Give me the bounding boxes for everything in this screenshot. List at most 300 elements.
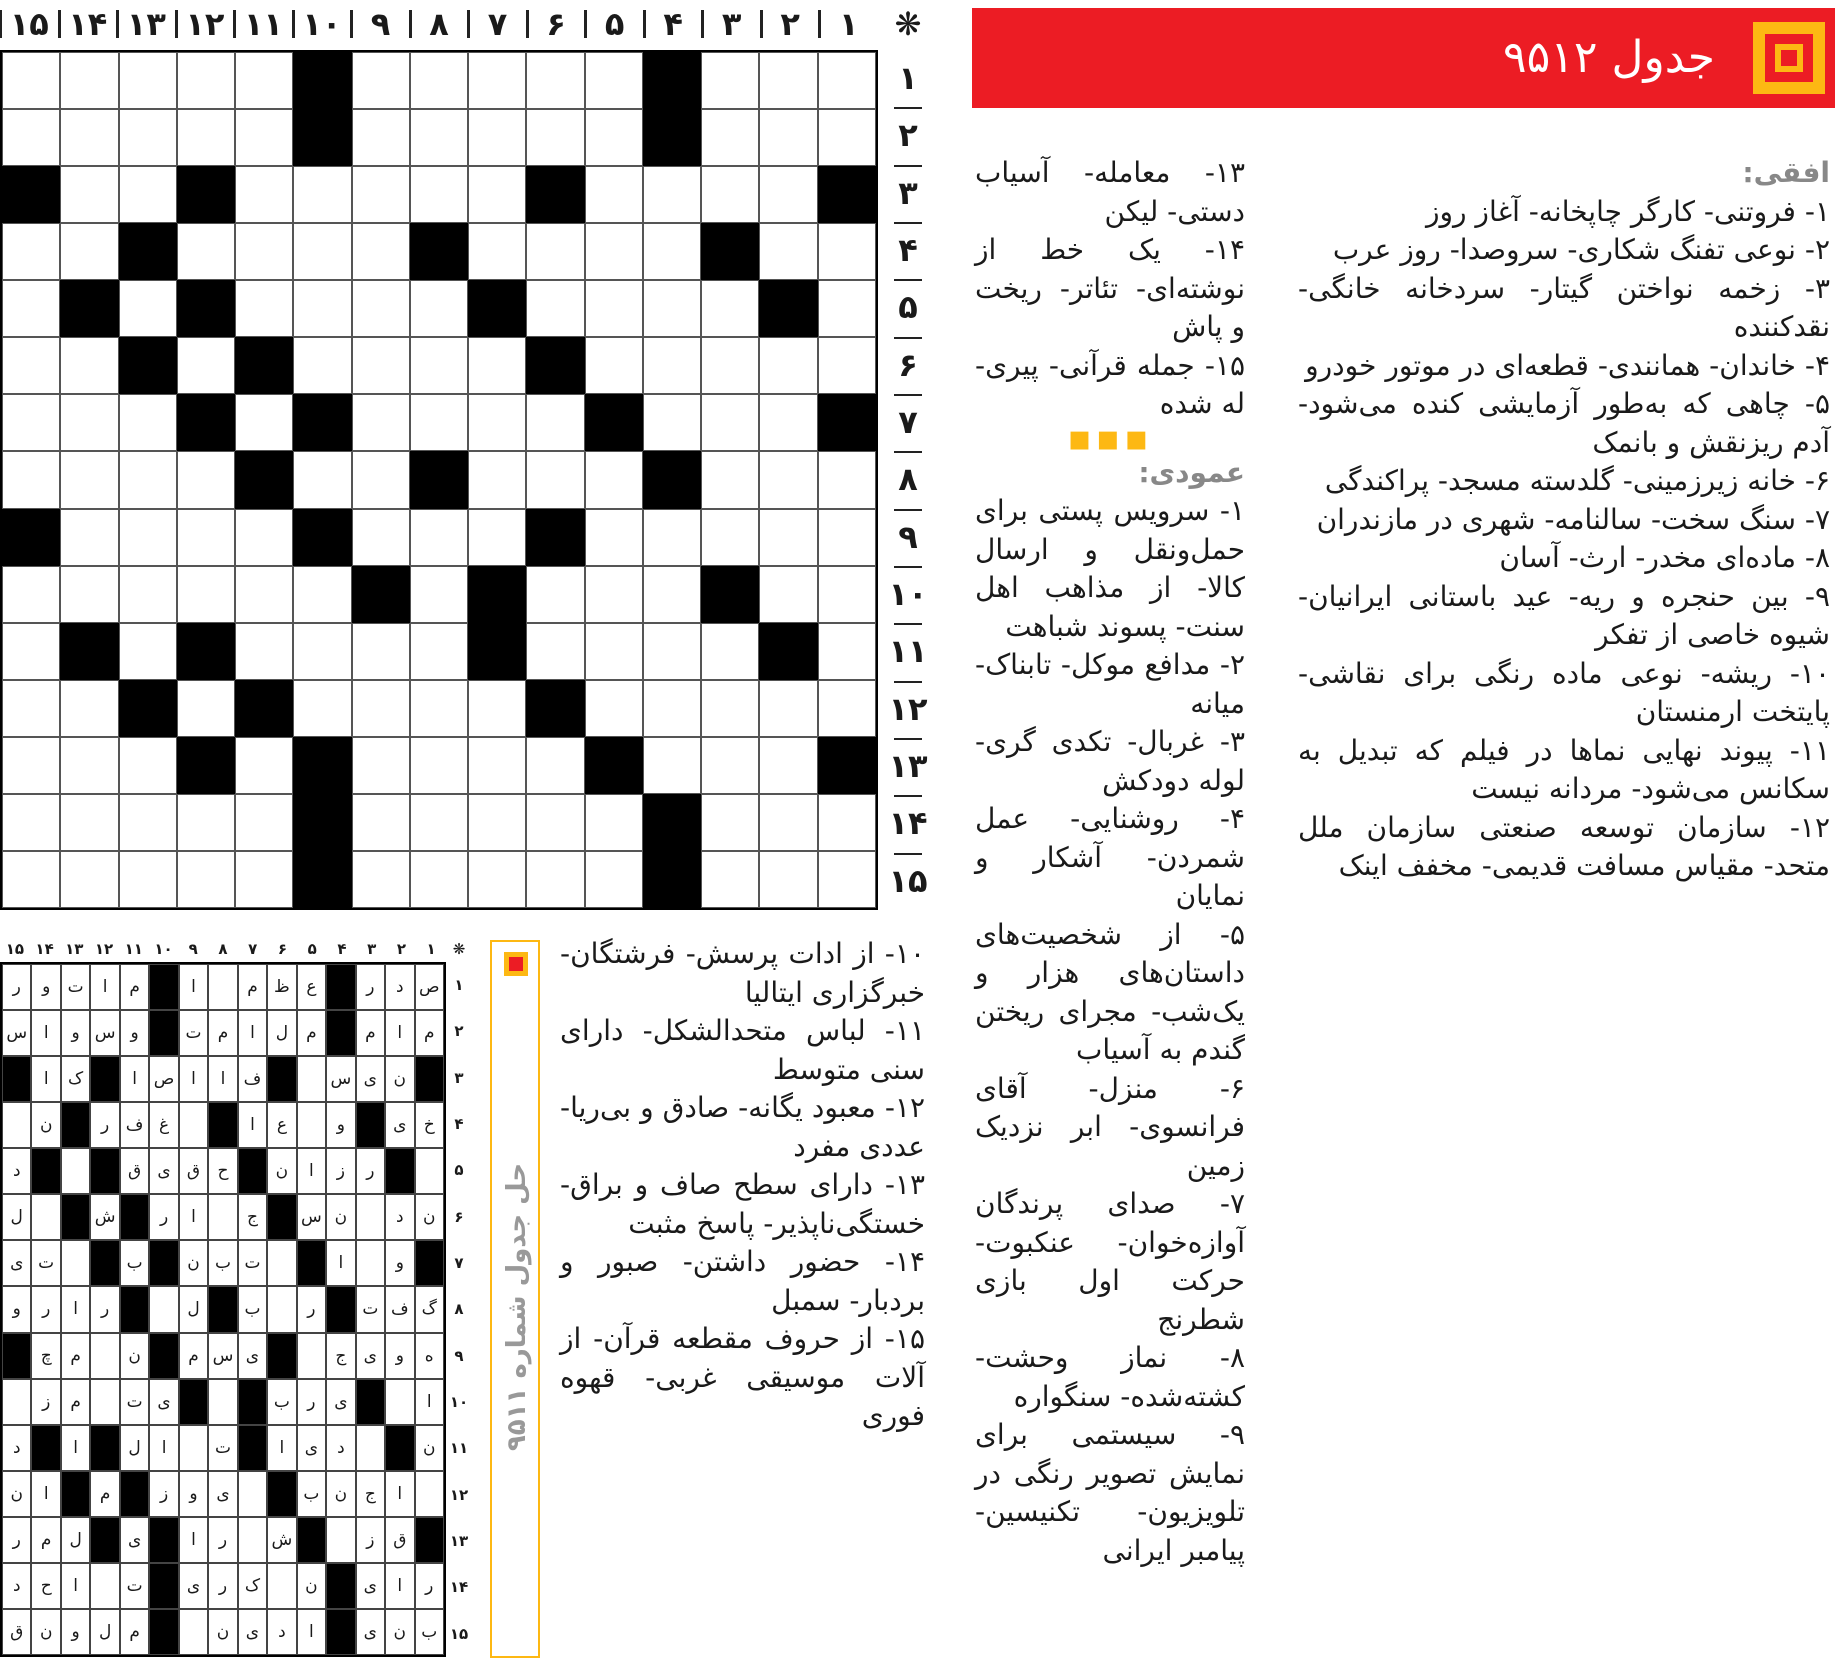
grid-cell[interactable]: [60, 566, 118, 623]
grid-cell[interactable]: [60, 109, 118, 166]
grid-cell[interactable]: [410, 851, 468, 908]
grid-cell[interactable]: [293, 566, 351, 623]
grid-cell[interactable]: [585, 680, 643, 737]
grid-cell[interactable]: [643, 680, 701, 737]
solution-cell: ف: [385, 1286, 414, 1332]
grid-cell[interactable]: [643, 509, 701, 566]
grid-cell[interactable]: [585, 280, 643, 337]
grid-cell[interactable]: [177, 166, 235, 223]
grid-cell[interactable]: [643, 337, 701, 394]
grid-cell[interactable]: [293, 166, 351, 223]
grid-cell[interactable]: [60, 337, 118, 394]
grid-cell[interactable]: [410, 394, 468, 451]
horizontal-clue: ۹- بین حنجره و ریه- عید باستانی ایرانیان- شیوه خاصی از تفکر: [1298, 579, 1830, 651]
grid-cell[interactable]: [352, 451, 410, 508]
solution-cell: [31, 1194, 60, 1240]
grid-cell[interactable]: [526, 52, 584, 109]
solution-column-number: ۳: [367, 940, 377, 958]
grid-cell[interactable]: [818, 109, 876, 166]
solution-cell: ز: [31, 1379, 60, 1425]
grid-cell[interactable]: [468, 337, 526, 394]
grid-cell[interactable]: [352, 280, 410, 337]
grid-cell[interactable]: [643, 623, 701, 680]
solution-cell: ا: [179, 964, 208, 1010]
grid-cell[interactable]: [526, 166, 584, 223]
grid-cell[interactable]: [352, 794, 410, 851]
grid-cell[interactable]: [410, 566, 468, 623]
solution-cell: ح: [31, 1563, 60, 1609]
grid-cell[interactable]: [293, 737, 351, 794]
grid-cell[interactable]: [352, 680, 410, 737]
solution-cell: و: [179, 1471, 208, 1517]
grid-cell[interactable]: [701, 623, 759, 680]
solution-cell: [326, 964, 355, 1010]
solution-cell: ش: [267, 1517, 296, 1563]
grid-cell[interactable]: [410, 223, 468, 280]
grid-cell[interactable]: [352, 337, 410, 394]
grid-cell[interactable]: [119, 737, 177, 794]
grid-cell[interactable]: [701, 280, 759, 337]
grid-cell[interactable]: [235, 337, 293, 394]
grid-cell[interactable]: [235, 451, 293, 508]
grid-cell[interactable]: [468, 509, 526, 566]
solution-column-number: ۱۲: [94, 940, 114, 958]
solution-cell: ی: [120, 1517, 149, 1563]
solution-cell: [149, 1286, 178, 1332]
solution-cell: [90, 1517, 119, 1563]
grid-cell[interactable]: [759, 394, 817, 451]
grid-cell[interactable]: [468, 566, 526, 623]
grid-cell[interactable]: [585, 851, 643, 908]
grid-cell[interactable]: [468, 109, 526, 166]
row-divider: [894, 165, 922, 167]
solution-row-number: ۱۲: [449, 1485, 469, 1504]
row-number: ۲: [898, 116, 918, 155]
grid-cell[interactable]: [818, 223, 876, 280]
grid-cell[interactable]: [119, 337, 177, 394]
grid-cell[interactable]: [293, 851, 351, 908]
grid-cell[interactable]: [759, 623, 817, 680]
solution-cell: م: [120, 964, 149, 1010]
grid-cell[interactable]: [643, 223, 701, 280]
grid-cell[interactable]: [818, 166, 876, 223]
grid-cell[interactable]: [701, 451, 759, 508]
grid-cell[interactable]: [526, 794, 584, 851]
grid-cell[interactable]: [701, 109, 759, 166]
solution-row-number: ۸: [454, 1300, 464, 1319]
grid-cell[interactable]: [2, 109, 60, 166]
vertical-clue: ۶- منزل- آقای فرانسوی- ابر نزدیک زمین: [975, 1071, 1245, 1182]
grid-cell[interactable]: [60, 166, 118, 223]
solution-cell: [267, 1471, 296, 1517]
grid-cell[interactable]: [410, 109, 468, 166]
column-number-header: [0, 2, 930, 46]
solution-cell: [149, 964, 178, 1010]
solution-cell: و: [385, 1240, 414, 1286]
grid-cell[interactable]: [352, 223, 410, 280]
grid-cell[interactable]: [643, 166, 701, 223]
grid-cell[interactable]: [352, 394, 410, 451]
grid-cell[interactable]: [2, 166, 60, 223]
grid-cell[interactable]: [701, 737, 759, 794]
grid-cell[interactable]: [119, 109, 177, 166]
grid-cell[interactable]: [468, 737, 526, 794]
grid-cell[interactable]: [293, 280, 351, 337]
grid-cell[interactable]: [759, 223, 817, 280]
solution-cell: ی: [238, 1333, 267, 1379]
solution-cell: [356, 1379, 385, 1425]
grid-cell[interactable]: [235, 394, 293, 451]
solution-cell: ج: [238, 1194, 267, 1240]
grid-cell[interactable]: [468, 680, 526, 737]
solution-cell: [238, 1517, 267, 1563]
solution-cell: [385, 1148, 414, 1194]
grid-cell[interactable]: [2, 566, 60, 623]
grid-cell[interactable]: [585, 509, 643, 566]
solution-cell: [297, 1102, 326, 1148]
grid-cell[interactable]: [818, 737, 876, 794]
grid-cell[interactable]: [526, 337, 584, 394]
solution-cell: [208, 964, 237, 1010]
grid-cell[interactable]: [119, 851, 177, 908]
grid-cell[interactable]: [410, 680, 468, 737]
row-divider: [894, 509, 922, 511]
solution-cell: م: [120, 1609, 149, 1655]
grid-cell[interactable]: [643, 851, 701, 908]
grid-cell[interactable]: [60, 680, 118, 737]
grid-cell[interactable]: [701, 794, 759, 851]
grid-cell[interactable]: [526, 394, 584, 451]
grid-cell[interactable]: [526, 737, 584, 794]
grid-cell[interactable]: [60, 509, 118, 566]
grid-cell[interactable]: [2, 223, 60, 280]
grid-cell[interactable]: [235, 52, 293, 109]
grid-cell[interactable]: [526, 451, 584, 508]
grid-cell[interactable]: [468, 52, 526, 109]
solution-cell: [267, 1240, 296, 1286]
grid-cell[interactable]: [759, 794, 817, 851]
grid-cell[interactable]: [759, 680, 817, 737]
grid-cell[interactable]: [701, 509, 759, 566]
grid-cell[interactable]: [293, 337, 351, 394]
grid-cell[interactable]: [177, 109, 235, 166]
grid-cell[interactable]: [177, 52, 235, 109]
grid-cell[interactable]: [585, 623, 643, 680]
column-number: ۱۵: [9, 5, 49, 43]
grid-cell[interactable]: [119, 680, 177, 737]
grid-cell[interactable]: [177, 280, 235, 337]
grid-cell[interactable]: [410, 52, 468, 109]
vertical-clue: ۱- سرویس پستی برای حمل‌ونقل و ارسال کالا- از مذاهب اهل سنت- پسوند شباهت: [975, 494, 1245, 643]
solution-cell: ل: [267, 1010, 296, 1056]
solution-cell: ی: [208, 1471, 237, 1517]
grid-cell[interactable]: [235, 623, 293, 680]
solution-cell: [120, 1471, 149, 1517]
grid-cell[interactable]: [352, 851, 410, 908]
grid-cell[interactable]: [60, 623, 118, 680]
grid-cell[interactable]: [235, 566, 293, 623]
grid-cell[interactable]: [60, 52, 118, 109]
solution-cell: ا: [208, 1056, 237, 1102]
grid-cell[interactable]: [585, 737, 643, 794]
grid-cell[interactable]: [352, 566, 410, 623]
grid-cell[interactable]: [759, 280, 817, 337]
grid-cell[interactable]: [410, 509, 468, 566]
grid-cell[interactable]: [585, 451, 643, 508]
grid-cell[interactable]: [526, 223, 584, 280]
grid-cell[interactable]: [526, 623, 584, 680]
grid-cell[interactable]: [585, 223, 643, 280]
grid-cell[interactable]: [410, 623, 468, 680]
grid-cell[interactable]: [177, 337, 235, 394]
grid-cell[interactable]: [759, 509, 817, 566]
solution-cell: ا: [31, 1471, 60, 1517]
grid-cell[interactable]: [293, 223, 351, 280]
grid-cell[interactable]: [410, 337, 468, 394]
grid-cell[interactable]: [410, 451, 468, 508]
grid-cell[interactable]: [119, 794, 177, 851]
grid-cell[interactable]: [293, 394, 351, 451]
column-divider: [0, 10, 2, 38]
grid-cell[interactable]: [468, 451, 526, 508]
solution-cell: ب: [267, 1379, 296, 1425]
grid-cell[interactable]: [119, 509, 177, 566]
grid-cell[interactable]: [643, 52, 701, 109]
grid-cell[interactable]: [235, 737, 293, 794]
grid-cell[interactable]: [60, 223, 118, 280]
grid-cell[interactable]: [526, 566, 584, 623]
grid-cell[interactable]: [60, 737, 118, 794]
row-divider: [894, 337, 922, 339]
grid-cell[interactable]: [2, 680, 60, 737]
grid-cell[interactable]: [2, 451, 60, 508]
grid-cell[interactable]: [643, 451, 701, 508]
solution-cell: [267, 1194, 296, 1240]
grid-cell[interactable]: [293, 794, 351, 851]
grid-cell[interactable]: [2, 280, 60, 337]
grid-cell[interactable]: [759, 337, 817, 394]
grid-cell[interactable]: [177, 680, 235, 737]
grid-cell[interactable]: [759, 52, 817, 109]
grid-cell[interactable]: [235, 280, 293, 337]
grid-cell[interactable]: [818, 337, 876, 394]
grid-cell[interactable]: [352, 737, 410, 794]
grid-cell[interactable]: [410, 280, 468, 337]
grid-cell[interactable]: [468, 280, 526, 337]
grid-cell[interactable]: [235, 851, 293, 908]
grid-cell[interactable]: [818, 623, 876, 680]
grid-cell[interactable]: [293, 109, 351, 166]
grid-cell[interactable]: [235, 109, 293, 166]
solution-cell: م: [61, 1333, 90, 1379]
grid-cell[interactable]: [2, 52, 60, 109]
grid-cell[interactable]: [701, 394, 759, 451]
crossword-grid[interactable]: [0, 50, 878, 910]
solution-cell: [238, 1471, 267, 1517]
column-number: ۱۱: [243, 5, 283, 43]
grid-cell[interactable]: [177, 566, 235, 623]
grid-cell[interactable]: [177, 623, 235, 680]
grid-cell[interactable]: [410, 794, 468, 851]
solution-cell: ن: [415, 1425, 444, 1471]
grid-cell[interactable]: [526, 109, 584, 166]
grid-cell[interactable]: [2, 794, 60, 851]
solution-cell: ر: [297, 1286, 326, 1332]
grid-cell[interactable]: [526, 851, 584, 908]
grid-cell[interactable]: [177, 394, 235, 451]
solution-cell: ر: [208, 1517, 237, 1563]
grid-cell[interactable]: [585, 166, 643, 223]
grid-cell[interactable]: [235, 794, 293, 851]
grid-cell[interactable]: [235, 509, 293, 566]
horizontal-clue: ۱۲- سازمان توسعه صنعتی سازمان ملل متحد- مقیاس مسافت قدیمی- مخفف اینک: [1298, 810, 1830, 882]
grid-cell[interactable]: [818, 851, 876, 908]
grid-cell[interactable]: [177, 794, 235, 851]
grid-cell[interactable]: [468, 623, 526, 680]
horizontal-clue: ۶- خانه زیرزمینی- گلدسته مسجد- پراکندگی: [1324, 464, 1830, 497]
grid-cell[interactable]: [759, 451, 817, 508]
grid-cell[interactable]: [60, 451, 118, 508]
grid-cell[interactable]: [701, 566, 759, 623]
grid-cell[interactable]: [2, 851, 60, 908]
grid-cell[interactable]: [818, 52, 876, 109]
row-number: ۱۲: [888, 689, 928, 728]
grid-cell[interactable]: [2, 623, 60, 680]
grid-cell[interactable]: [701, 223, 759, 280]
grid-cell[interactable]: [177, 509, 235, 566]
grid-cell[interactable]: [235, 680, 293, 737]
grid-cell[interactable]: [119, 394, 177, 451]
grid-cell[interactable]: [352, 166, 410, 223]
grid-cell[interactable]: [293, 680, 351, 737]
solution-cell: [61, 1102, 90, 1148]
grid-cell[interactable]: [526, 680, 584, 737]
vertical-clue: ۱۱- لباس متحدالشکل- دارای سنی متوسط: [560, 1014, 925, 1086]
grid-cell[interactable]: [60, 394, 118, 451]
solution-cell: ا: [120, 1056, 149, 1102]
grid-cell[interactable]: [643, 566, 701, 623]
solution-cell: ک: [61, 1056, 90, 1102]
solution-cell: [179, 1102, 208, 1148]
solution-cell: [326, 1609, 355, 1655]
grid-cell[interactable]: [526, 509, 584, 566]
grid-cell[interactable]: [759, 566, 817, 623]
solution-column-header: [0, 938, 470, 960]
grid-cell[interactable]: [177, 851, 235, 908]
grid-cell[interactable]: [293, 623, 351, 680]
grid-cell[interactable]: [585, 394, 643, 451]
grid-cell[interactable]: [352, 52, 410, 109]
grid-cell[interactable]: [293, 451, 351, 508]
grid-cell[interactable]: [585, 52, 643, 109]
grid-cell[interactable]: [468, 166, 526, 223]
solution-cell: ب: [238, 1286, 267, 1332]
grid-cell[interactable]: [177, 451, 235, 508]
grid-cell[interactable]: [701, 166, 759, 223]
grid-cell[interactable]: [410, 166, 468, 223]
solution-cell: [356, 1194, 385, 1240]
grid-cell[interactable]: [2, 337, 60, 394]
grid-cell[interactable]: [468, 223, 526, 280]
grid-cell[interactable]: [759, 737, 817, 794]
grid-cell[interactable]: [410, 737, 468, 794]
grid-cell[interactable]: [701, 851, 759, 908]
grid-cell[interactable]: [818, 680, 876, 737]
grid-cell[interactable]: [2, 509, 60, 566]
grid-cell[interactable]: [235, 166, 293, 223]
grid-cell[interactable]: [468, 794, 526, 851]
grid-cell[interactable]: [643, 737, 701, 794]
grid-cell[interactable]: [585, 794, 643, 851]
grid-cell[interactable]: [119, 223, 177, 280]
solution-cell: ف: [120, 1102, 149, 1148]
grid-cell[interactable]: [701, 52, 759, 109]
grid-cell[interactable]: [352, 509, 410, 566]
grid-cell[interactable]: [818, 509, 876, 566]
grid-cell[interactable]: [177, 223, 235, 280]
grid-cell[interactable]: [759, 109, 817, 166]
column-number: ۱۴: [68, 5, 108, 43]
grid-cell[interactable]: [177, 737, 235, 794]
grid-cell[interactable]: [2, 394, 60, 451]
grid-cell[interactable]: [352, 109, 410, 166]
grid-cell[interactable]: [235, 223, 293, 280]
grid-cell[interactable]: [643, 109, 701, 166]
solution-cell: [238, 1425, 267, 1471]
grid-cell[interactable]: [643, 794, 701, 851]
grid-cell[interactable]: [119, 52, 177, 109]
grid-cell[interactable]: [818, 566, 876, 623]
grid-cell[interactable]: [60, 851, 118, 908]
row-number: ۱۰: [888, 575, 928, 613]
grid-cell[interactable]: [759, 851, 817, 908]
grid-cell[interactable]: [585, 109, 643, 166]
grid-cell[interactable]: [643, 394, 701, 451]
grid-cell[interactable]: [818, 280, 876, 337]
grid-cell[interactable]: [119, 451, 177, 508]
column-number: ۵: [604, 5, 625, 43]
grid-cell[interactable]: [526, 280, 584, 337]
grid-cell[interactable]: [60, 280, 118, 337]
solution-cell: ا: [61, 1563, 90, 1609]
grid-cell[interactable]: [2, 737, 60, 794]
solution-cell: ن: [208, 1609, 237, 1655]
grid-cell[interactable]: [818, 794, 876, 851]
grid-cell[interactable]: [701, 337, 759, 394]
grid-cell[interactable]: [701, 680, 759, 737]
grid-cell[interactable]: [468, 851, 526, 908]
solution-cell: [297, 1517, 326, 1563]
solution-cell: [415, 1517, 444, 1563]
grid-cell[interactable]: [119, 566, 177, 623]
grid-cell[interactable]: [119, 166, 177, 223]
horizontal-clue: ۵- چاهی که به‌طور آزمایشی کنده می‌شود- آدم ریزنقش و بانمک: [1298, 387, 1830, 459]
grid-cell[interactable]: [293, 52, 351, 109]
grid-cell[interactable]: [468, 394, 526, 451]
grid-cell[interactable]: [759, 166, 817, 223]
grid-cell[interactable]: [818, 394, 876, 451]
grid-cell[interactable]: [60, 794, 118, 851]
grid-cell[interactable]: [585, 566, 643, 623]
grid-cell[interactable]: [352, 623, 410, 680]
grid-cell[interactable]: [293, 509, 351, 566]
grid-cell[interactable]: [643, 280, 701, 337]
column-number: ۸: [429, 5, 449, 43]
grid-cell[interactable]: [585, 337, 643, 394]
grid-cell[interactable]: [119, 623, 177, 680]
grid-cell[interactable]: [119, 280, 177, 337]
grid-cell[interactable]: [818, 451, 876, 508]
